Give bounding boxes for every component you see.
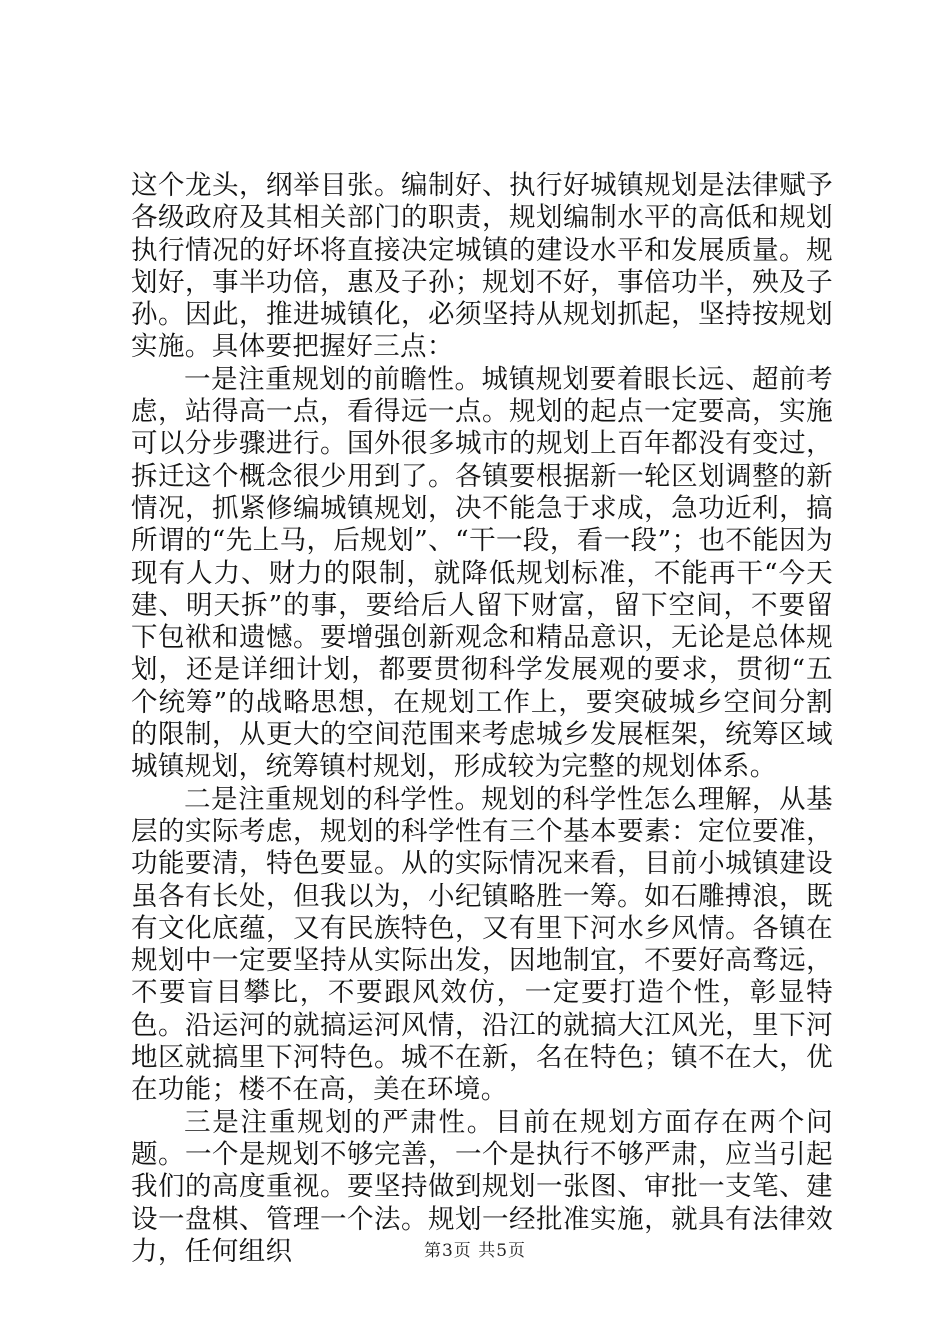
document-body (131, 170, 833, 1268)
paragraph-point-two: 二是注重规划的科学性。规划的科学性怎么理解，从基层的实际考虑，规划的科学性有三个基本要素：定位要准，功能要清，特色要显。从的实际情况来看，目前小城镇建设虽各有长处，但我以为，小纪镇略胜一筹。如石雕搏浪，既有文化底蕴，又有民族特色，又有里下河水乡风情。各镇在规划中一定要坚持从实际出发，因地制宜，不要好高骛远，不要盲目攀比，不要跟风效仿，一定要打造个性，彰显特色。沿运河的就搞运河风情，沿江的就搞大江风光，里下河地区就搞里下河特色。城不在新，名在特色；镇不在大，优在功能；楼不在高，美在环境。 (131, 783, 833, 1106)
paragraph-intro-continuation: 这个龙头，纲举目张。编制好、执行好城镇规划是法律赋予各级政府及其相关部门的职责，规划编制水平的高低和规划执行情况的好坏将直接决定城镇的建设水平和发展质量。规划好，事半功倍，惠及子孙；规划不好，事倍功半，殃及子孙。因此，推进城镇化，必须坚持从规划抓起，坚持按规划实施。具体要把握好三点： (131, 170, 833, 363)
paragraph-point-one: 一是注重规划的前瞻性。城镇规划要着眼长远、超前考虑，站得高一点，看得远一点。规划的起点一定要高，实施可以分步骤进行。国外很多城市的规划上百年都没有变过，拆迁这个概念很少用到了。各镇要根据新一轮区划调整的新情况，抓紧修编城镇规划，决不能急于求成，急功近利，搞所谓的“先上马，后规划”、“干一段，看一段”；也不能因为现有人力、财力的限制，就降低规划标准，不能再干“今天建、明天拆”的事，要给后人留下财富，留下空间，不要留下包袱和遗憾。要增强创新观念和精品意识，无论是总体规划，还是详细计划，都要贯彻科学发展观的要求，贯彻“五个统筹”的战略思想，在规划工作上，要突破城乡空间分割的限制，从更大的空间范围来考虑城乡发展框架，统筹区域城镇规划，统筹镇村规划，形成较为完整的规划体系。 (131, 363, 833, 783)
page-number-label: 第3页 共5页 (423, 1241, 527, 1261)
page-footer (0, 1236, 950, 1261)
paragraph-point-three: 三是注重规划的严肃性。目前在规划方面存在两个问题。一个是规划不够完善，一个是执行不够严肃，应当引起我们的高度重视。要坚持做到规划一张图、审批一支笔、建设一盘棋、管理一个法。规划一经批准实施，就具有法律效力，任何组织 (131, 1106, 833, 1267)
